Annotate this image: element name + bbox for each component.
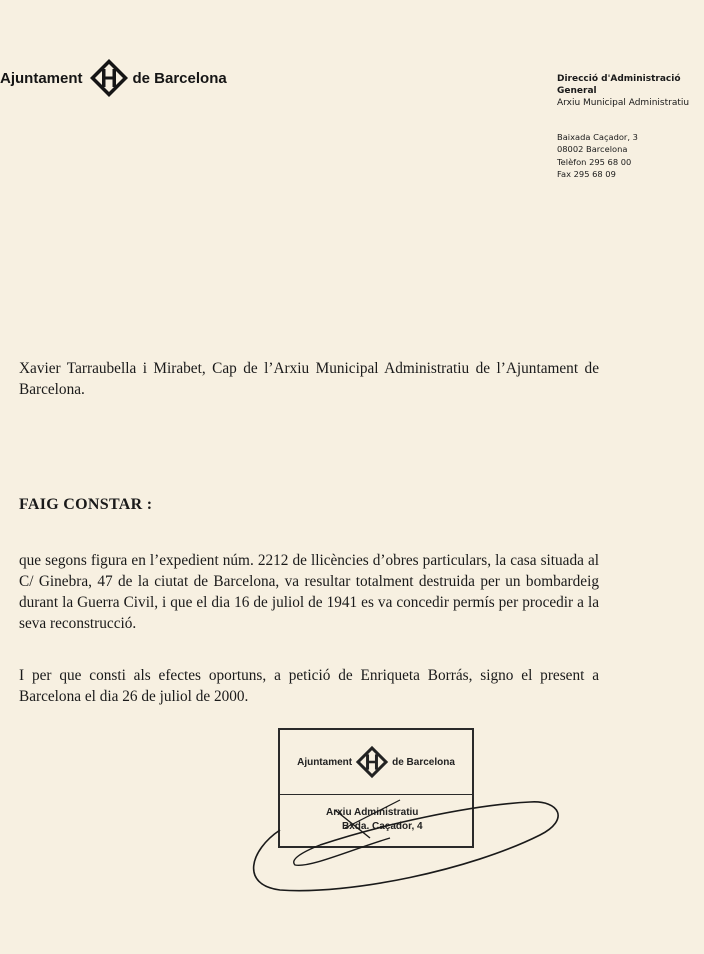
stamp-header: [280, 730, 472, 794]
address-line: Baixada Caçador, 3: [557, 132, 638, 142]
barcelona-emblem-icon: [89, 58, 129, 98]
department-line: General: [557, 86, 597, 96]
certification-heading: FAIG CONSTAR :: [19, 496, 153, 513]
logo-text-right: de Barcelona: [132, 69, 227, 87]
logo-text-left: Ajuntament: [0, 69, 83, 87]
department-block: [557, 73, 689, 109]
stamp-emblem-icon: [355, 745, 389, 779]
intro-paragraph: Xavier Tarraubella i Mirabet, Cap de l’Arxiu Municipal Administratiu de l’Ajuntament de Barcelona.: [19, 360, 599, 398]
handwritten-signature: [240, 790, 570, 900]
closing-paragraph: I per que consti als efectes oportuns, a petició de Enriqueta Borrás, signo el present a Barcelona el dia 26 de juliol de 2000.: [19, 667, 599, 705]
department-line: Arxiu Municipal Administratiu: [557, 98, 690, 108]
stamp-line-archive: Arxiu Administratiu: [326, 807, 419, 818]
department-line: Direcció d'Administració: [557, 74, 681, 84]
stamp-logo-right: de Barcelona: [392, 756, 455, 768]
address-block: [557, 131, 638, 180]
stamp-logo-left: Ajuntament: [297, 756, 353, 768]
address-line: Fax 295 68 09: [557, 168, 616, 179]
address-line: 08002 Barcelona: [557, 144, 628, 155]
statement-paragraph: que segons figura en l’expedient núm. 2212 de llicències d’obres particulars, la casa situada al C/ Ginebra, 47 de la ciutat de Barcelona, va resultar totalment destruida per un bombardeig durant la Guerra Civil, i que el dia 16 de juliol de 1941 es va concedir permís per procedir a la seva reconstrucció.: [19, 552, 599, 632]
stamp-line-address: Bxda. Caçador, 4: [342, 821, 423, 832]
city-council-logo: [0, 58, 227, 98]
address-line: Telèfon 295 68 00: [557, 156, 632, 167]
